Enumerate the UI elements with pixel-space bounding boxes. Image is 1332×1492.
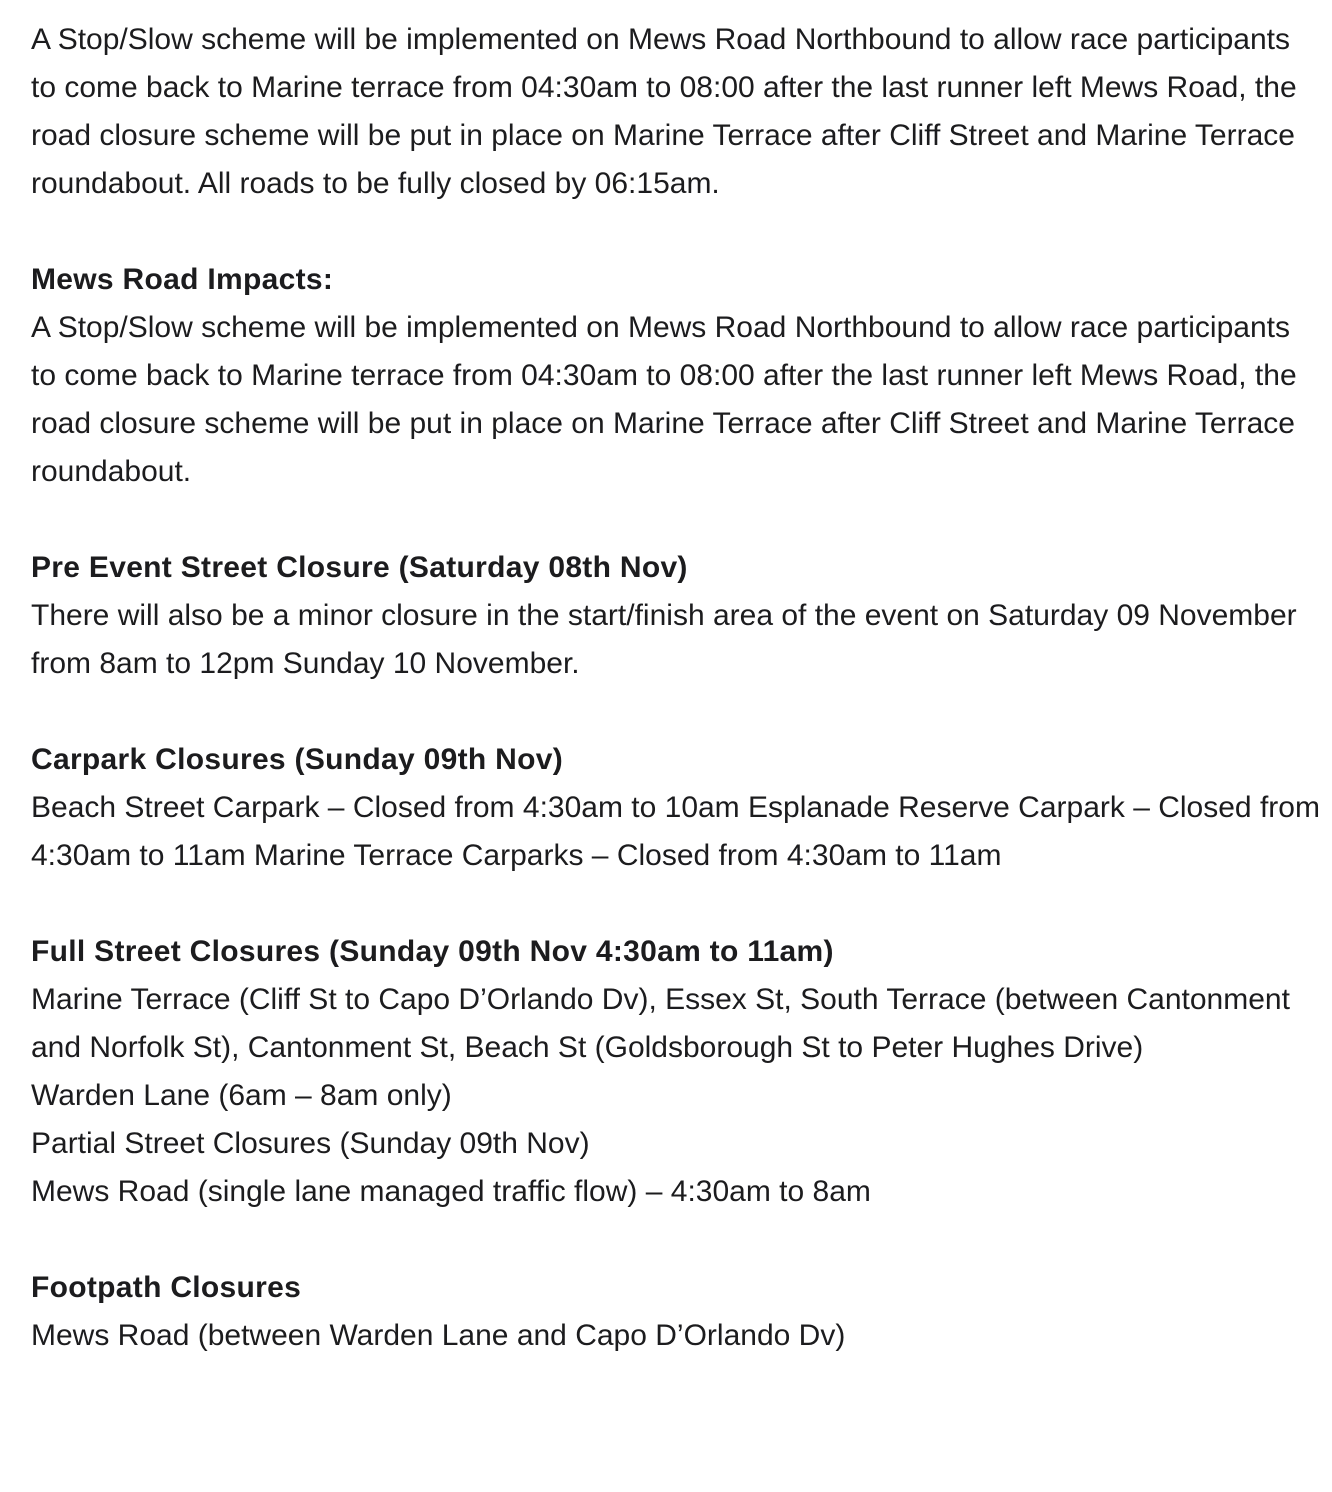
spacer	[31, 688, 1321, 736]
footpath-closures-text: Mews Road (between Warden Lane and Capo D’Orlando Dv)	[31, 1319, 846, 1352]
partial-street-closures-label: Partial Street Closures (Sunday 09th Nov)	[31, 1127, 590, 1160]
spacer	[31, 1216, 1321, 1264]
pre-event-closure-heading: Pre Event Street Closure (Saturday 08th Nov)	[31, 551, 688, 584]
pre-event-closure-text: There will also be a minor closure in the start/finish area of the event on Saturday 09 November from 8am to 12pm Sunday 10 November.	[31, 599, 1297, 680]
intro-paragraph: A Stop/Slow scheme will be implemented on Mews Road Northbound to allow race participants to come back to Marine terrace from 04:30am to 08:00 after the last runner left Mews Road, the road closure scheme will be put in place on Marine Terrace after Cliff Street and Marine Terrace roundabout. All roads to be fully closed by 06:15am.	[31, 23, 1297, 200]
mews-road-impacts-heading: Mews Road Impacts:	[31, 263, 334, 296]
carpark-closures-text: Beach Street Carpark – Closed from 4:30am to 10am Esplanade Reserve Carpark – Closed from 4:30am to 11am Marine Terrace Carparks – Closed from 4:30am to 11am	[31, 791, 1320, 872]
mews-road-impacts-text: A Stop/Slow scheme will be implemented on Mews Road Northbound to allow race participants to come back to Marine terrace from 04:30am to 08:00 after the last runner left Mews Road, the road closure scheme will be put in place on Marine Terrace after Cliff Street and Marine Terrace roundabout.	[31, 311, 1297, 488]
full-street-closures-heading: Full Street Closures (Sunday 09th Nov 4:30am to 11am)	[31, 935, 834, 968]
spacer	[31, 496, 1321, 544]
closure-notice-content	[31, 16, 1321, 1360]
mews-road-partial-closure: Mews Road (single lane managed traffic flow) – 4:30am to 8am	[31, 1175, 871, 1208]
carpark-closures-heading: Carpark Closures (Sunday 09th Nov)	[31, 743, 564, 776]
warden-lane-closure: Warden Lane (6am – 8am only)	[31, 1079, 452, 1112]
full-street-closures-list: Marine Terrace (Cliff St to Capo D’Orlando Dv), Essex St, South Terrace (between Cantonment and Norfolk St), Cantonment St, Beach St (Goldsborough St to Peter Hughes Drive)	[31, 983, 1290, 1064]
footpath-closures-heading: Footpath Closures	[31, 1271, 302, 1304]
spacer	[31, 880, 1321, 928]
spacer	[31, 208, 1321, 256]
